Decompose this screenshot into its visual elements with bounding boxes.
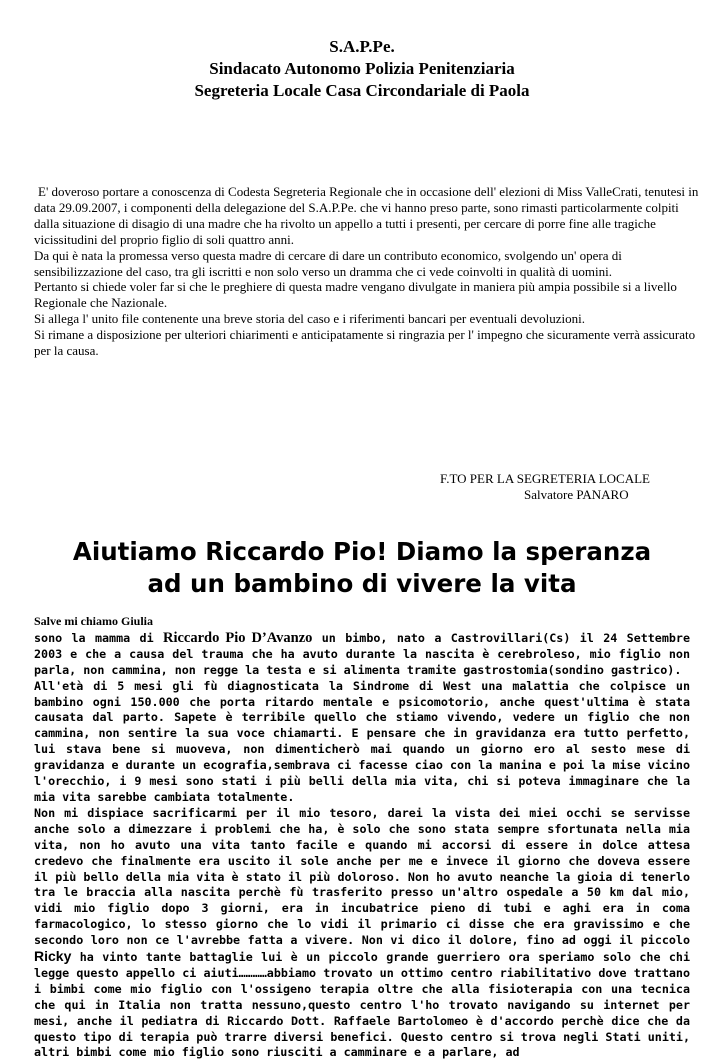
headline-line-2: ad un bambino di vivere la vita	[147, 569, 577, 598]
letter-intro-rest: un bimbo, nato a Castrovillari(Cs) il 24 Settembre 2003 e che a causa del trauma che ha avuto durante la nascita è cerebroleso, mio figlio non parla, non cammina, non regge la testa e si alimenta tramite gastrostomia(sondino gastrico).	[34, 630, 690, 677]
letter-paragraph-1	[34, 631, 690, 679]
letterhead-acronym: S.A.P.Pe.	[329, 37, 395, 56]
cover-paragraph-1: E' doveroso portare a conoscenza di Codesta Segreteria Regionale che in occasione dell' elezioni di Miss ValleCrati, tenutesi in data 29.09.2007, i componenti della delegazione del S.A.P.Pe. che vi hanno preso parte, sono rimasti particolarmente colpiti dalla situazione di disagio di una madre che ha rivolto un appello a tutti i presenti, per cercare di porre fine alle tragiche vicissitudini del proprio figlio di soli quattro anni.	[34, 184, 699, 247]
letter-paragraph-3	[34, 806, 690, 1061]
letterhead-office: Segreteria Locale Casa Circondariale di Paola	[194, 81, 530, 100]
cover-paragraph-3: Pertanto si chiede voler far si che le preghiere di questa madre vengano divulgate in maniera più ampia possibile si a livello Regionale che Nazionale.	[34, 279, 677, 311]
letter-paragraph-2: All'età di 5 mesi gli fù diagnosticata la Sindrome di West una malattia che colpisce un bambino ogni 150.000 che porta ritardo mentale e psicomotorio, anche quest'ultima è stata causata dal parto. Sapete è terribile quello che stiamo vivendo, vedere un figlio che non cammina, non sentire la sua voce chiamarti. E pensare che in gravidanza era tutto perfetto, lui stava bene si muoveva, non dimenticherò mai quando un giorno ero al sesto mese di gravidanza e durante un ecografia,sembrava ci facesse ciao con la manina e poi la mise vicino l'orecchio, i 9 mesi sono stati i più belli della mia vita, chi si poteva immaginare che la mia vita sarebbe cambiata totalmente.	[34, 678, 690, 804]
letter-paragraph-3-rest: ha vinto tante battaglie lui è un piccolo grande guerriero ora speriamo solo che chi legge questo appello ci aiuti…………abbiamo trovato un ottimo centro riabilitativo dove trattano i bimbi come mio figlio con l'ossigeno terapia oltre che alla fisioterapia con una tecnica che qui in Italia non tratta nessuno,questo centro l'ho trovato navigando su internet per mesi, anche il pediatra di Riccardo Dott. Raffaele Bartolomeo è d'accordo perchè dice che da questo tipo di terapia può trarre diversi benefici. Questo centro si trova negli Stati uniti, altri bimbi come mio figlio sono riusciti a camminare e a parlare, ad	[34, 950, 690, 1060]
signature-block	[440, 471, 700, 503]
headline-line-1: Aiutiamo Riccardo Pio! Diamo la speranza	[72, 537, 652, 566]
letterhead-union-name: Sindacato Autonomo Polizia Penitenziaria	[209, 59, 515, 78]
child-name: Riccardo Pio D’Avanzo	[163, 629, 313, 646]
cover-paragraph-5: Si rimane a disposizione per ulteriori chiarimenti e anticipatamente si ringrazia per l' impegno che sicuramente verrà assicurato per la causa.	[34, 327, 696, 359]
cover-paragraph-2: Da qui è nata la promessa verso questa madre di cercare di dare un contributo economico, svolgendo un' opera di sensibilizzazione del caso, tra gli iscritti e non solo verso un dramma che ci vede coinvolti in qualità di uomini.	[34, 247, 622, 279]
cover-letter-body	[34, 184, 699, 359]
signature-line-office: F.TO PER LA SEGRETERIA LOCALE	[440, 471, 650, 486]
letter-greeting: Salve mi chiamo Giulia	[34, 614, 154, 628]
letter-intro-start: sono la mamma di	[34, 630, 163, 645]
cover-paragraph-4: Si allega l' unito file contenente una breve storia del caso e i riferimenti bancari per eventuali devoluzioni.	[34, 311, 586, 327]
signature-name: Salvatore PANARO	[524, 487, 629, 502]
child-nickname: Ricky	[34, 948, 72, 965]
letterhead	[0, 36, 724, 102]
appeal-letter	[34, 614, 690, 1061]
appeal-headline	[20, 536, 704, 600]
letter-paragraph-3-start: Non mi dispiace sacrificarmi per il mio tesoro, darei la vista dei miei occhi se servisse anche solo a dimezzare i problemi che ha, è solo che sono stata sempre sfortunata nella mia vita, non ho avuto una vita tanto facile e quando mi accorsi di essere in dolce attesa credevo che finalmente era uscito il sole anche per me e invece il giorno che doveva essere il più bello della mia vita è stato il più doloroso. Non ho avuto neanche la gioia di tenerlo tra le braccia alla nascita perchè fù trasferito presso un'altro ospedale a 50 km dal mio, vidi mio figlio dopo 3 giorni, era in incubatrice pieno di tubi e aghi era in coma farmacologico, lo stesso giorno che lo vidi il primario ci disse che era gravissimo e che secondo loro non ce l'avrebbe fatta a vivere. Non vi dico il dolore, fino ad oggi il piccolo	[34, 805, 690, 948]
